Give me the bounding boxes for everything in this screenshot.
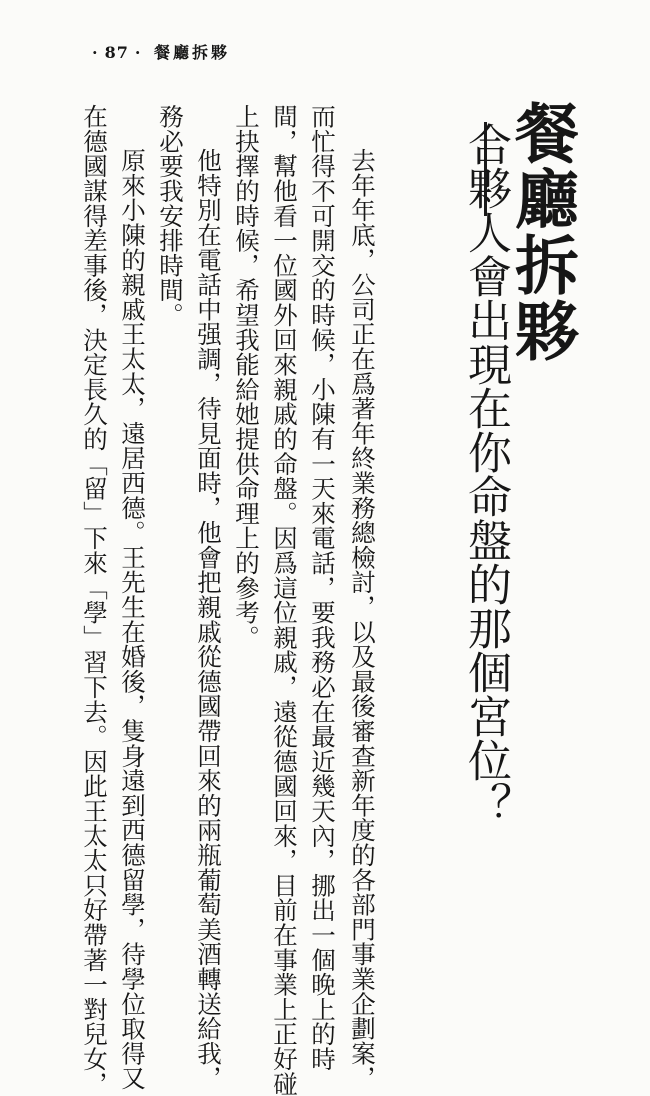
running-header bbox=[86, 40, 230, 63]
text-column-1: 去年年底，公司正在爲著年終業務總檢討，以及最後審查新年度的各部門事業企劃案， bbox=[348, 148, 377, 1091]
text-column-3: 間，幫他看一位國外回來親戚的命盤。因爲這位親戚，遠從德國回來，目前在事業上正好碰 bbox=[270, 104, 299, 1096]
chapter-subtitle: 合夥人會出現在你命盤的那個宮位？ bbox=[460, 122, 511, 826]
text-column-4: 上抉擇的時候，希望我能給她提供命理上的參考。 bbox=[232, 104, 261, 650]
header-separator-right: · bbox=[134, 43, 142, 62]
text-column-6: 務必要我安排時間。 bbox=[156, 104, 185, 328]
text-column-5: 他特別在電話中强調，待見面時，他會把親戚從德國帶回來的兩瓶葡萄美酒轉送給我， bbox=[194, 148, 223, 1091]
text-column-8: 在德國謀得差事後，決定長久的「留」下來「學」習下去。因此王太太只好帶著一對兒女， bbox=[80, 104, 109, 1096]
header-separator-left: · bbox=[92, 43, 99, 62]
chapter-title: 餐廳拆夥 bbox=[504, 100, 579, 364]
text-column-2: 而忙得不可開交的時候，小陳有一天來電話，要我務必在最近幾天內，挪出一個晚上的時 bbox=[308, 104, 337, 1072]
page-number: 87 bbox=[104, 43, 129, 62]
text-column-7: 原來小陳的親戚王太太，遠居西德。王先生在婚後，隻身遠到西德留學，待學位取得又 bbox=[118, 148, 147, 1091]
running-title: 餐廳拆夥 bbox=[154, 43, 231, 62]
